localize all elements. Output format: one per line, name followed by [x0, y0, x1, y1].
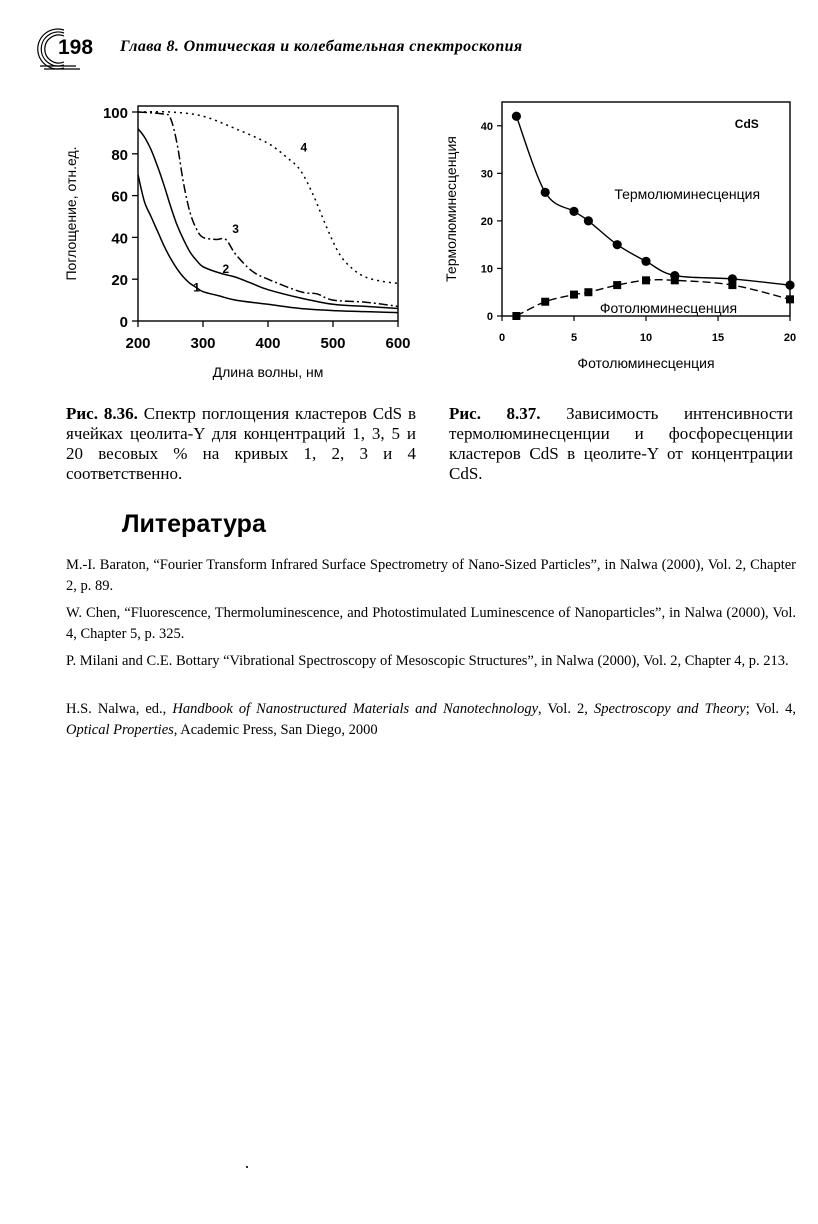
y-tick-label: 100: [102, 105, 128, 122]
absorption-chart: [58, 96, 428, 386]
y-tick-label: 0: [119, 314, 128, 331]
stray-mark: [246, 1166, 248, 1168]
x-axis-label: Фотолюминесценция: [577, 355, 715, 371]
reference-item: M.-I. Baraton, “Fourier Transform Infrared Surface Spectrometry of Nano-Sized Particles”, in Nalwa (2000), Vol. 2, Chapter 2, p. 89.: [66, 557, 796, 594]
page-number: 198: [58, 36, 94, 59]
data-point: [584, 288, 592, 296]
y-tick-label: 20: [111, 272, 128, 290]
figure-8-36: [58, 96, 428, 386]
data-point: [512, 112, 521, 121]
y-tick-label: 60: [111, 188, 128, 206]
y-axis-label: Поглощение, отн.ед.: [63, 146, 79, 281]
data-point: [569, 207, 578, 216]
curve-label: 4: [300, 140, 308, 155]
y-tick-label: 40: [111, 230, 128, 248]
caption-8-37-text: Зависимость интенсивности термолюминесценции и фосфоресценции кластеров CdS в цеолите-Y от концентрации CdS.: [449, 404, 793, 483]
ref-volume-title: Optical Properties: [66, 722, 174, 738]
y-tick-label: 20: [480, 215, 493, 228]
ref-book-title: Handbook of Nanostructured Materials and Nanotechnology: [172, 701, 539, 717]
chart-annotation: Термолюминесценция: [614, 186, 761, 203]
running-head: Глава 8. Оптическая и колебательная спектроскопия: [120, 38, 523, 55]
ref-part: ; Vol. 4,: [745, 701, 796, 717]
data-point: [671, 276, 679, 284]
series-2-line: [138, 129, 398, 309]
x-tick-label: 5: [570, 332, 578, 344]
reference-item: W. Chen, “Fluorescence, Thermoluminescence, and Photostimulated Luminescence of Nanoparticles”, in Nalwa (2000), Vol. 4, Chapter 5, p. 325.: [66, 605, 796, 642]
y-tick-label: 30: [480, 168, 493, 181]
x-tick-label: 400: [255, 335, 281, 352]
curve-label: 1: [193, 280, 200, 295]
x-tick-label: 500: [320, 335, 346, 352]
chart-annotation: Фотолюминесценция: [599, 300, 738, 317]
caption-8-36-label: Рис. 8.36.: [66, 404, 138, 423]
y-tick-label: 0: [486, 311, 493, 323]
x-tick-label: 0: [498, 332, 506, 344]
ref-part: H.S. Nalwa, ed.,: [66, 701, 173, 717]
references-heading: Литература: [122, 510, 266, 538]
y-tick-label: 40: [480, 120, 493, 133]
data-point: [641, 257, 650, 266]
figure-8-37: [440, 96, 810, 386]
ref-volume-title: Spectroscopy and Theory: [593, 701, 746, 717]
reference-item: P. Milani and C.E. Bottary “Vibrational Spectroscopy of Mesoscopic Structures”, in Nalwa (2000), Vol. 2, Chapter 4, p. 213.: [66, 653, 789, 669]
data-point: [785, 280, 794, 289]
x-axis-label: Длина волны, нм: [212, 364, 324, 380]
reference-item: [66, 699, 796, 741]
data-point: [570, 291, 578, 299]
data-point: [541, 188, 550, 197]
data-point: [786, 295, 794, 303]
data-point: [512, 312, 520, 320]
caption-8-37-label: Рис. 8.37.: [449, 404, 541, 423]
data-point: [613, 240, 622, 249]
ref-part: , Academic Press, San Diego, 2000: [173, 722, 378, 738]
x-tick-label: 15: [711, 332, 725, 344]
x-tick-label: 10: [639, 332, 653, 344]
plot-frame: [138, 106, 398, 321]
caption-8-37: [449, 404, 793, 484]
y-tick-label: 80: [111, 146, 128, 164]
data-point: [584, 216, 593, 225]
caption-8-36: [66, 404, 416, 484]
series-4-line: [138, 112, 398, 284]
series-1-line: [138, 175, 398, 313]
curve-label: 2: [222, 261, 230, 276]
caption-8-36-text: Спектр поглощения кластеров CdS в ячейках цеолита-Y для концентраций 1, 3, 5 и 20 весовых % на кривых 1, 2, 3 и 4 соответственно.: [66, 404, 417, 483]
curve-label: 3: [232, 222, 239, 237]
data-point: [541, 298, 549, 306]
x-tick-label: 200: [125, 335, 151, 352]
chart-annotation: CdS: [734, 117, 759, 132]
x-tick-label: 20: [783, 332, 797, 344]
data-point: [613, 281, 621, 289]
data-point: [728, 281, 736, 289]
y-axis-label: Термолюминесценция: [443, 136, 459, 282]
x-tick-label: 300: [190, 335, 216, 352]
series-3-line: [138, 112, 398, 306]
y-tick-label: 10: [480, 263, 493, 276]
ref-part: , Vol. 2,: [538, 701, 594, 717]
data-point: [642, 276, 650, 284]
x-tick-label: 600: [385, 335, 411, 352]
luminescence-chart: [440, 96, 810, 386]
